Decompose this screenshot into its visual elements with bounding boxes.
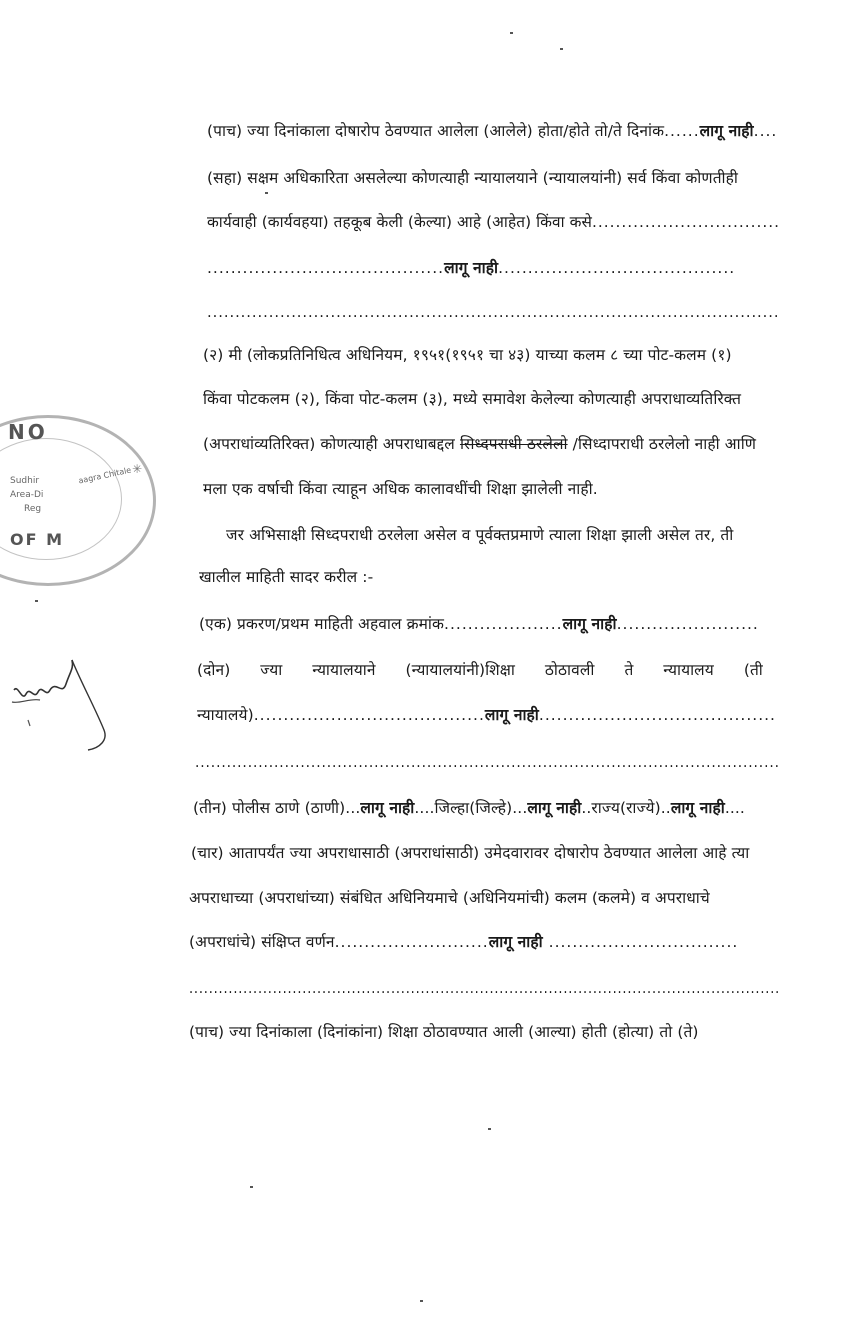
line-word: न्यायालय	[663, 661, 714, 679]
scan-speck	[488, 1128, 491, 1130]
line-text: (तीन) पोलीस ठाणे (ठाणी)...	[193, 799, 361, 817]
line-word: (न्यायालयांनी)शिक्षा	[405, 661, 515, 679]
line-text: अपराधाच्या (अपराधांच्या) संबंधित अधिनियमाचे (अधिनियमांची) कलम (कलमे) व अपराधाचे	[189, 889, 710, 907]
line-text: (अपराधांचे) संक्षिप्त वर्णन	[189, 933, 335, 951]
line-word: ज्या	[260, 661, 283, 679]
text-line	[191, 843, 749, 863]
filled-value: लागू नाही	[699, 122, 754, 140]
line-word: (दोन)	[197, 661, 231, 679]
dot-leader: .......................................	[253, 706, 485, 724]
dot-leader: ....	[724, 799, 745, 817]
filled-value: लागू नाही	[562, 615, 617, 633]
line-word: ते	[624, 661, 634, 679]
scan-speck	[265, 192, 268, 194]
stamp-line-2: Area-Di	[10, 490, 44, 500]
line-word: ठोठावली	[544, 661, 595, 679]
dot-leader: ........................................................................................................................	[189, 979, 781, 997]
line-text: /सिध्दापराधी ठरलेलो नाही आणि	[567, 435, 757, 453]
line-text: (पाच) ज्या दिनांकाला (दिनांकांना) शिक्षा ठोठावण्यात आली (आल्या) होती (होत्या) तो (ते)	[189, 1023, 699, 1041]
dot-leader: ........................................	[207, 259, 445, 277]
dot-leader: ....	[753, 122, 778, 140]
filled-value: लागू नाही	[670, 799, 725, 817]
text-line	[203, 479, 598, 499]
line-text: जर अभिसाक्षी सिध्दपराधी ठरलेला असेल व पूर्वक्तप्रमाणे त्याला शिक्षा झाली असेल तर, ती	[226, 526, 734, 544]
scan-speck	[510, 32, 513, 34]
stamp-top-text: NO	[8, 420, 48, 444]
line-text: (सहा) सक्षम अधिकारिता असलेल्या कोणत्याही न्यायालयाने (न्यायालयांनी) सर्व किंवा कोणतीही	[207, 169, 738, 187]
dot-leader: ....................	[444, 615, 563, 633]
line-text: न्यायालये)	[197, 706, 254, 724]
dot-leader: ......................................................................................................	[207, 303, 780, 321]
text-line	[203, 345, 732, 365]
text-line	[207, 258, 735, 278]
dot-leader: ..........................	[334, 933, 489, 951]
dot-leader: ................................	[592, 213, 780, 231]
text-line	[189, 932, 738, 952]
line-text: (पाच) ज्या दिनांकाला दोषारोप ठेवण्यात आलेला (आलेले) होता/होते तो/ते दिनांक	[207, 122, 665, 140]
scan-speck	[560, 48, 563, 50]
line-text: (एक) प्रकरण/प्रथम माहिती अहवाल क्रमांक	[199, 615, 445, 633]
struck-text: सिध्दपराधी ठरलेलो	[459, 435, 568, 453]
text-line	[193, 798, 745, 818]
dot-leader: ................................	[542, 933, 739, 951]
text-line	[197, 705, 776, 725]
stamp-star-icon: ✳	[132, 462, 143, 476]
filled-value: लागू नाही	[527, 799, 582, 817]
dot-leader: ........................................	[538, 706, 776, 724]
text-line	[189, 978, 780, 998]
text-line-justified	[197, 660, 763, 680]
signature-mark	[0, 640, 120, 760]
text-line	[207, 212, 780, 232]
filled-value: लागू नाही	[488, 933, 543, 951]
stamp-line-3: Reg	[24, 504, 42, 514]
line-text: ..राज्य(राज्ये)..	[581, 799, 671, 817]
line-word: (ती	[743, 661, 763, 679]
stamp-bottom-text: OF M	[10, 530, 65, 549]
line-text: मला एक वर्षाची किंवा त्याहून अधिक कालावधींची शिक्षा झालेली नाही.	[203, 480, 598, 498]
stamp-mid-text: aagra Chitale	[77, 465, 133, 486]
line-text: (२) मी (लोकप्रतिनिधित्व अधिनियम, १९५१(१९५१ चा ४३) याच्या कलम ८ च्या पोट-कलम (१)	[203, 346, 732, 364]
scan-speck	[250, 1186, 253, 1188]
scan-speck	[420, 1300, 423, 1302]
filled-value: लागू नाही	[360, 799, 415, 817]
line-text: खालील माहिती सादर करील :-	[199, 568, 374, 586]
line-text: (अपराधांव्यतिरिक्त) कोणत्याही अपराधाबद्दल	[203, 435, 460, 453]
line-text: किंवा पोटकलम (२), किंवा पोट-कलम (३), मध्ये समावेश केलेल्या कोणत्याही अपराधाव्यतिरिक्त	[203, 390, 742, 408]
line-text: (चार) आतापर्यंत ज्या अपराधासाठी (अपराधांसाठी) उमेदवारावर दोषारोप ठेवण्यात आलेला आहे त्या	[191, 844, 750, 862]
text-line	[226, 525, 733, 545]
line-text: ....जिल्हा(जिल्हे)...	[414, 799, 528, 817]
line-text: कार्यवाही (कार्यवहया) तहकूब केली (केल्या) आहे (आहेत) किंवा कसे	[207, 213, 593, 231]
text-line	[203, 434, 756, 454]
text-line	[199, 567, 373, 587]
line-word: न्यायालयाने	[312, 661, 376, 679]
text-line	[189, 888, 710, 908]
dot-leader: ...............................................................................................................	[195, 753, 780, 771]
text-line	[207, 168, 738, 188]
dot-leader: ........................	[616, 615, 759, 633]
dot-leader: ........................................	[498, 259, 736, 277]
stamp-line-1: Sudhir	[10, 476, 40, 486]
text-line	[207, 302, 780, 322]
dot-leader: ......	[664, 122, 700, 140]
filled-value: लागू नाही	[484, 706, 539, 724]
scan-speck	[35, 600, 38, 602]
text-line	[195, 752, 780, 772]
text-line	[189, 1022, 699, 1042]
text-line	[207, 121, 777, 141]
text-line	[199, 614, 759, 634]
filled-value: लागू नाही	[444, 259, 499, 277]
text-line	[203, 389, 741, 409]
